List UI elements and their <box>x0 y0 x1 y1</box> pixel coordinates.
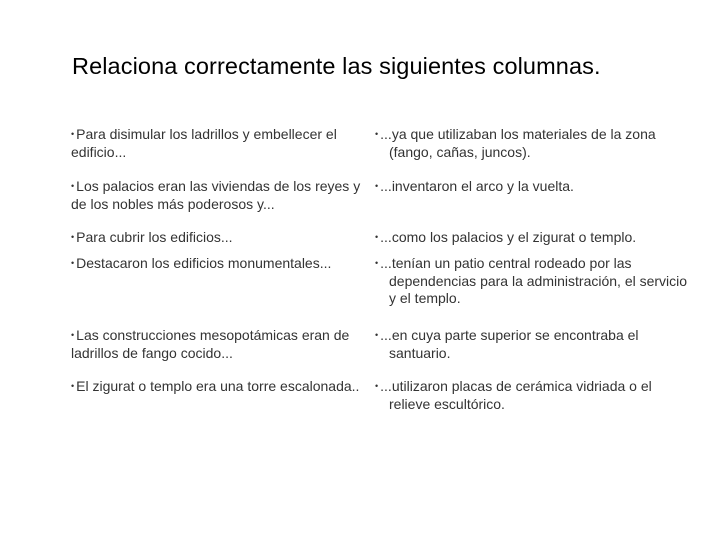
matching-columns <box>71 126 691 418</box>
bullet-icon: • <box>375 381 379 391</box>
left-item-text: Destacaron los edificios monumentales... <box>76 255 332 271</box>
list-item <box>71 378 691 418</box>
bullet-icon: • <box>71 258 75 268</box>
list-item <box>71 126 691 178</box>
right-item-text: ...como los palacios y el zigurat o templo. <box>380 229 637 245</box>
left-column-item <box>71 378 371 396</box>
list-item <box>71 255 691 327</box>
page-title: Relaciona correctamente las siguientes columnas. <box>72 53 601 79</box>
left-column-item <box>71 229 371 247</box>
right-item-text: ...tenían un patio central rodeado por las dependencias para la administración, el servicio y el templo. <box>380 255 688 306</box>
right-column-item <box>375 126 689 161</box>
list-item <box>71 178 691 229</box>
left-item-text: Para cubrir los edificios... <box>76 229 233 245</box>
right-column-item <box>375 327 689 362</box>
bullet-icon: • <box>71 181 75 191</box>
bullet-icon: • <box>375 129 379 139</box>
bullet-icon: • <box>375 181 379 191</box>
right-column-item <box>375 378 689 413</box>
right-item-text: ...inventaron el arco y la vuelta. <box>380 178 574 194</box>
bullet-icon: • <box>375 232 379 242</box>
right-column-item <box>375 229 689 247</box>
bullet-icon: • <box>375 258 379 268</box>
left-column-item <box>71 327 371 362</box>
bullet-icon: • <box>71 381 75 391</box>
bullet-icon: • <box>71 330 75 340</box>
list-item <box>71 327 691 378</box>
right-item-text: ...en cuya parte superior se encontraba el santuario. <box>380 327 639 361</box>
right-column-item <box>375 255 689 308</box>
left-column-item <box>71 178 371 213</box>
left-column-item <box>71 126 371 161</box>
bullet-icon: • <box>375 330 379 340</box>
left-item-text: El zigurat o templo era una torre escalonada.. <box>76 378 360 394</box>
left-item-text: Para disimular los ladrillos y embellecer el edificio... <box>71 126 337 160</box>
right-item-text: ...utilizaron placas de cerámica vidriada o el relieve escultórico. <box>380 378 652 412</box>
list-item <box>71 229 691 255</box>
right-item-text: ...ya que utilizaban los materiales de la zona (fango, cañas, juncos). <box>380 126 656 160</box>
left-column-item <box>71 255 371 273</box>
bullet-icon: • <box>71 129 75 139</box>
left-item-text: Las construcciones mesopotámicas eran de ladrillos de fango cocido... <box>71 327 350 361</box>
right-column-item <box>375 178 689 196</box>
left-item-text: Los palacios eran las viviendas de los reyes y de los nobles más poderosos y... <box>71 178 361 212</box>
bullet-icon: • <box>71 232 75 242</box>
